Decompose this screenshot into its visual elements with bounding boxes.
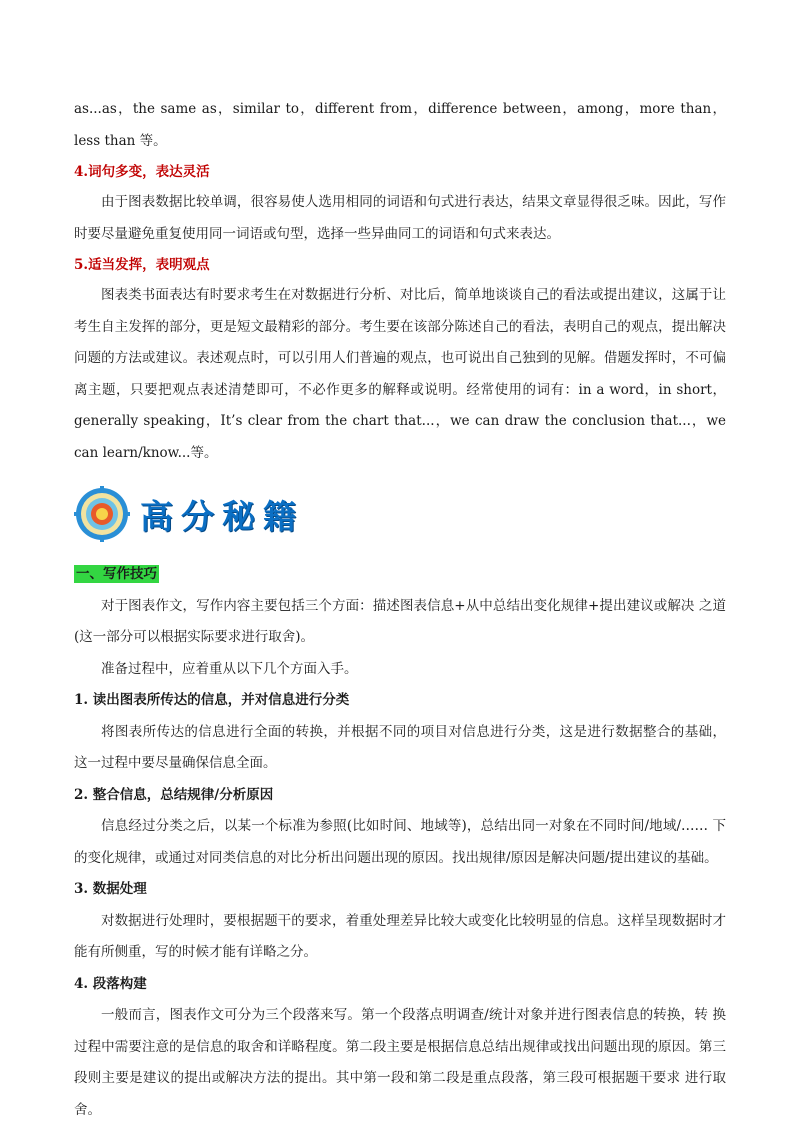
- skills-intro: 对于图表作文，写作内容主要包括三个方面：描述图表信息+从中总结出变化规律+提出建议或解决 之道(这一部分可以根据实际要求进行取舍)。: [74, 597, 726, 645]
- section-5-heading: 5.适当发挥，表明观点: [74, 257, 210, 273]
- expression-list: as...as，the same as，similar to，different from，difference between，among，more than，less than 等。: [74, 101, 726, 149]
- section-4-heading: 4.词句多变，表达灵活: [74, 164, 210, 180]
- skill-item-1-paragraph: 将图表所传达的信息进行全面的转换，并根据不同的项目对信息进行分类，这是进行数据整合的基础， 这一过程中要尽量确保信息全面。: [74, 723, 726, 771]
- skill-item-4-paragraph: 一般而言，图表作文可分为三个段落来写。第一个段落点明调查/统计对象并进行图表信息的转换，转 换过程中需要注意的是信息的取舍和详略程度。第二段主要是根据信息总结出规律或找出问题出现的原因。第三段则主要是建议的提出或解决方法的提出。其中第一段和第二段是重点段落，第三段可根据题干要求 进行取舍。: [74, 1007, 726, 1118]
- skills-heading-highlight: 一、写作技巧: [76, 566, 157, 582]
- document-page: [74, 0, 726, 1126]
- section-5-paragraph: 图表类书面表达有时要求考生在对数据进行分析、对比后，简单地谈谈自己的看法或提出建议，这属于让考生自主发挥的部分，更是短文最精彩的部分。考生要在该部分陈述自己的看法，表明自己的观点，提出解决问题的方法或建议。表述观点时，可以引用人们普遍的观点，也可说出自己独到的见解。借题发挥时，不可偏离主题，只要把观点表述清楚即可，不必作更多的解释或说明。经常使用的词有：in a word，in short，generally speaking，It’s clear from the chart that...，we can draw the conclusion that...，we can learn/know...等。: [74, 287, 726, 461]
- skill-item-4-heading: 4. 段落构建: [74, 975, 147, 992]
- skill-item-1-heading: 1. 读出图表所传达的信息，并对信息进行分类: [74, 692, 350, 708]
- skills-prep: 准备过程中，应着重从以下几个方面入手。: [101, 660, 358, 677]
- skill-item-2-heading: 2. 整合信息，总结规律/分析原因: [74, 786, 274, 803]
- banner-title: 高分秘籍: [140, 496, 304, 536]
- skills-heading: [74, 559, 726, 591]
- tips-banner: [74, 475, 726, 553]
- skill-item-3-paragraph: 对数据进行处理时，要根据题干的要求，着重处理差异比较大或变化比较明显的信息。这样呈现数据时才能有所侧重，写的时候才能有详略之分。: [74, 912, 726, 960]
- skill-item-2-paragraph: 信息经过分类之后，以某一个标准为参照(比如时间、地域等)，总结出同一对象在不同时间/地域/…… 下的变化规律，或通过对同类信息的对比分析出问题出现的原因。找出规律/原因是解决问题/提出建议的基础。: [74, 818, 726, 866]
- medallion-icon: [74, 486, 130, 542]
- section-4-paragraph: 由于图表数据比较单调，很容易使人选用相同的词语和句式进行表达，结果文章显得很乏味。因此，写作时要尽量避免重复使用同一词语或句型，选择一些异曲同工的词语和句式来表达。: [74, 194, 726, 242]
- skill-item-3-heading: 3. 数据处理: [74, 881, 147, 897]
